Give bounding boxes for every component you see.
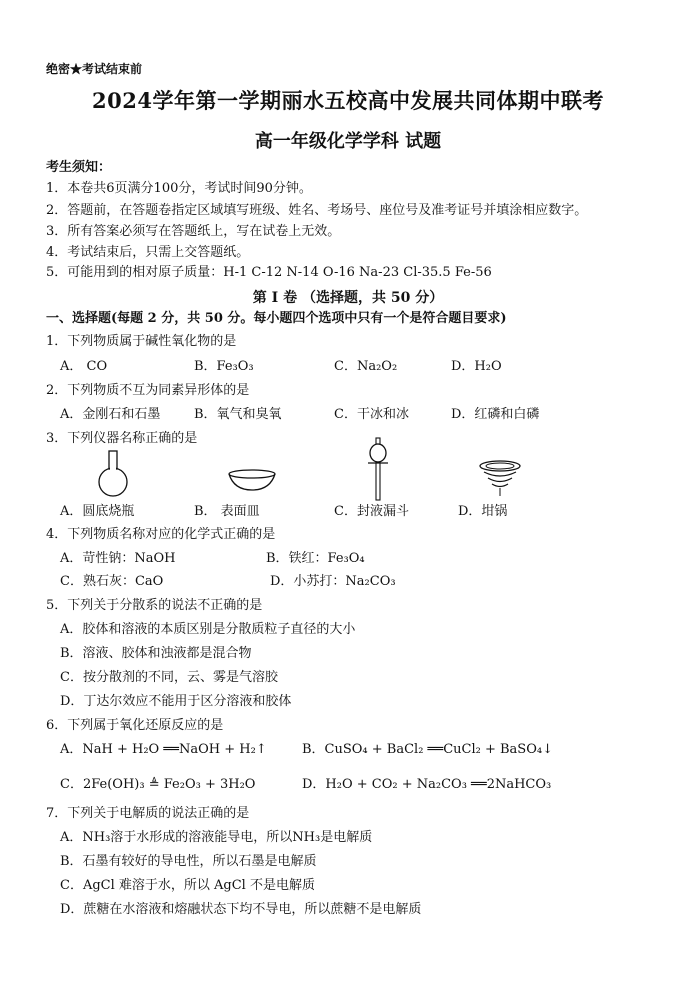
round-bottom-flask-icon	[92, 449, 136, 499]
option-c: C．按分散剂的不同，云、雾是气溶胶	[60, 670, 278, 685]
option-d: D．H₂O + CO₂ + Na₂CO₃ ══2NaHCO₃	[302, 777, 552, 792]
option-a: A．圆底烧瓶	[60, 504, 135, 519]
separatory-funnel-icon	[364, 437, 392, 501]
option-b: B． 表面皿	[194, 504, 260, 519]
option-a: A．NH₃溶于水形成的溶液能导电，所以NH₃是电解质	[60, 830, 373, 845]
part-title: 第 I 卷 （选择题，共 50 分）	[252, 290, 444, 306]
option-d: D．红磷和白磷	[451, 407, 540, 422]
option-b: B．CuSO₄ + BaCl₂ ══CuCl₂ + BaSO₄↓	[302, 742, 553, 757]
option-d: D．H₂O	[451, 359, 502, 374]
option-b: B．溶液、胶体和浊液都是混合物	[60, 646, 252, 661]
question-stem: 1．下列物质属于碱性氧化物的是	[46, 334, 237, 349]
option-d: D．小苏打：Na₂CO₃	[270, 574, 396, 589]
notice-item: 4．考试结束后，只需上交答题纸。	[46, 245, 250, 260]
evaporating-dish-icon	[226, 468, 278, 494]
option-a: A．NaH + H₂O ══NaOH + H₂↑	[60, 742, 267, 757]
option-d: D．蔗糖在水溶液和熔融状态下均不导电，所以蔗糖不是电解质	[60, 902, 422, 917]
option-c: C．熟石灰：CaO	[60, 574, 164, 589]
question-stem: 3．下列仪器名称正确的是	[46, 431, 198, 446]
crucible-icon	[478, 458, 522, 498]
notice-item: 1．本卷共6页满分100分，考试时间90分钟。	[46, 181, 312, 196]
option-c: C．Na₂O₂	[334, 359, 398, 374]
question-stem: 7．下列关于电解质的说法正确的是	[46, 806, 250, 821]
option-b: B．铁红：Fe₃O₄	[266, 551, 365, 566]
exam-subtitle: 高一年级化学学科 试题	[254, 131, 442, 152]
option-b: B．Fe₃O₃	[194, 359, 254, 374]
question-stem: 6．下列属于氧化还原反应的是	[46, 718, 224, 733]
notice-item: 5．可能用到的相对原子质量：H-1 C-12 N-14 O-16 Na-23 Cl-35.5 Fe-56	[46, 265, 492, 280]
question-stem: 2．下列物质不互为同素异形体的是	[46, 383, 250, 398]
notice-heading: 考生须知：	[46, 160, 112, 175]
option-c: C．AgCl 难溶于水，所以 AgCl 不是电解质	[60, 878, 315, 893]
option-a: A．金刚石和石墨	[60, 407, 161, 422]
question-stem: 4．下列物质名称对应的化学式正确的是	[46, 527, 276, 542]
option-b: B．氧气和臭氧	[194, 407, 282, 422]
option-a: A．胶体和溶液的本质区别是分散质粒子直径的大小	[60, 622, 356, 637]
notice-item: 2．答题前，在答题卷指定区域填写班级、姓名、考场号、座位号及准考证号并填涂相应数字。	[46, 203, 588, 218]
option-d: D．坩锅	[458, 504, 508, 519]
option-d: D．丁达尔效应不能用于区分溶液和胶体	[60, 694, 292, 709]
notice-item: 3．所有答案必须写在答题纸上，写在试卷上无效。	[46, 224, 341, 239]
option-b: B．石墨有较好的导电性，所以石墨是电解质	[60, 854, 317, 869]
option-a: A． CO	[60, 359, 108, 374]
section-heading: 一、选择题(每题 2 分，共 50 分。每小题四个选项中只有一个是符合题目要求)	[46, 311, 507, 326]
confidential-mark: 绝密★考试结束前	[46, 62, 143, 76]
question-stem: 5．下列关于分散系的说法不正确的是	[46, 598, 263, 613]
option-c: C．封液漏斗	[334, 504, 409, 519]
option-c: C．2Fe(OH)₃ ≜ Fe₂O₃ + 3H₂O	[60, 777, 256, 792]
exam-title: 2024学年第一学期丽水五校高中发展共同体期中联考	[92, 88, 604, 113]
option-a: A．苛性钠：NaOH	[60, 551, 176, 566]
option-c: C．干冰和冰	[334, 407, 409, 422]
